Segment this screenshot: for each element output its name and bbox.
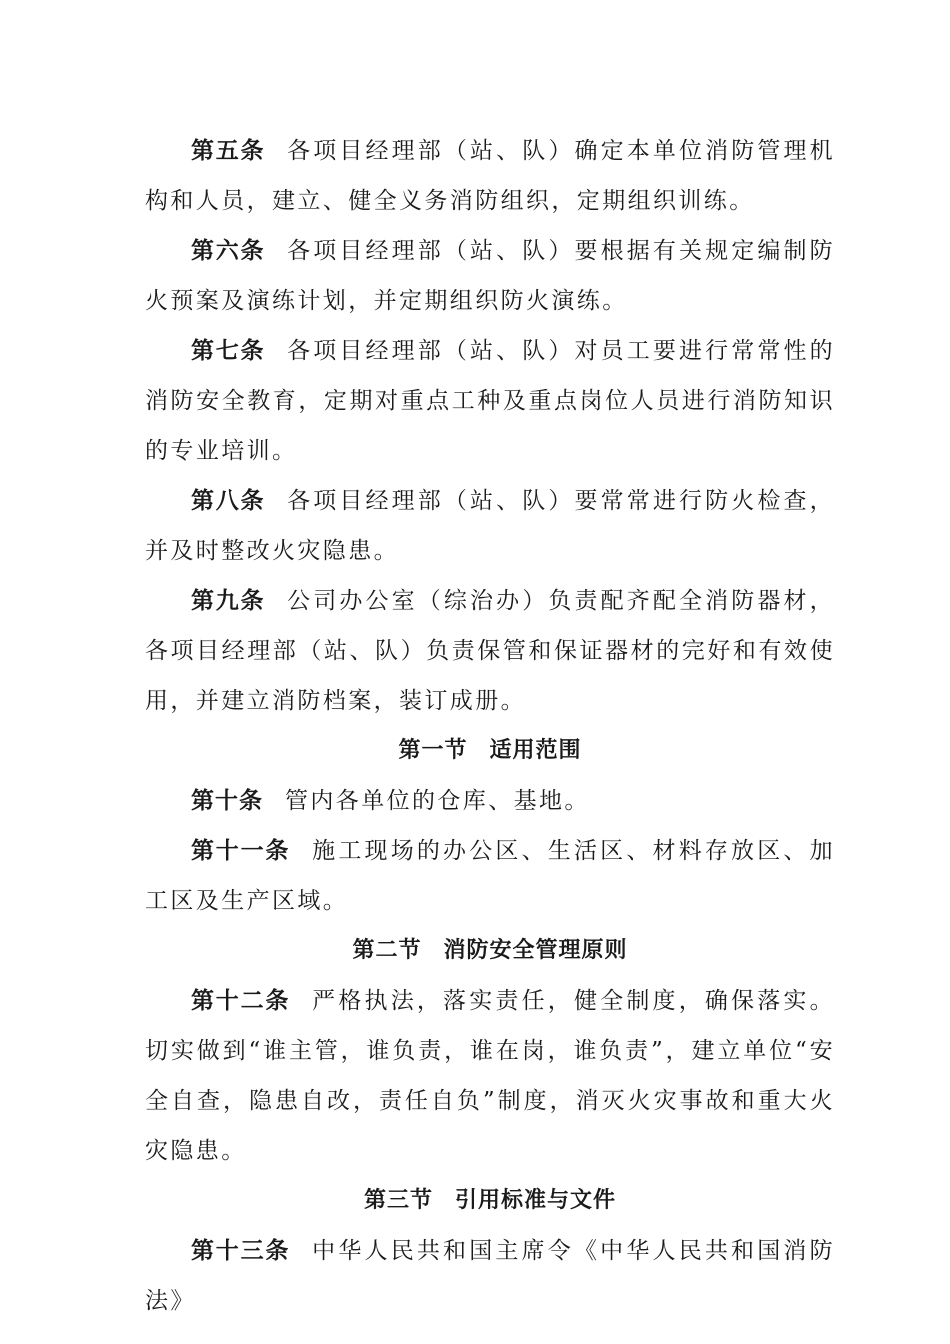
article-9: [145, 576, 835, 726]
section-heading-2: [145, 926, 835, 976]
section-number: 第一节: [398, 738, 468, 763]
article-text: 各项目经理部（站、队）对员工要进行常常性的消防安全教育，定期对重点工种及重点岗位人员进行消防知识的专业培训。: [145, 338, 836, 464]
article-11: [145, 826, 835, 926]
section-title: 引用标准与文件: [455, 1188, 617, 1213]
article-label: 第八条: [191, 488, 266, 514]
article-label: 第六条: [191, 238, 266, 264]
article-8: [145, 476, 835, 576]
article-13: [145, 1226, 835, 1326]
article-6: [145, 226, 835, 326]
article-label: 第十三条: [191, 1238, 291, 1264]
article-label: 第五条: [191, 138, 266, 164]
article-10: [145, 776, 835, 826]
section-heading-3: [145, 1176, 835, 1226]
section-number: 第三节: [363, 1188, 433, 1213]
article-label: 第十一条: [191, 838, 291, 864]
article-text: 中华人民共和国主席令《中华人民共和国消防法》: [145, 1238, 836, 1314]
article-label: 第十二条: [191, 988, 291, 1014]
article-text: 严格执法，落实责任，健全制度，确保落实。切实做到“谁主管，谁负责，谁在岗，谁负责”，建立单位“安全自查，隐患自改，责任自负”制度，消灭火灾事故和重大火灾隐患。: [145, 988, 836, 1164]
article-5: [145, 126, 835, 226]
article-text: 管内各单位的仓库、基地。: [285, 788, 590, 814]
article-text: 各项目经理部（站、队）要常常进行防火检查，并及时整改火灾隐患。: [145, 488, 836, 564]
article-7: [145, 326, 835, 476]
article-label: 第九条: [191, 588, 266, 614]
section-title: 消防安全管理原则: [443, 938, 628, 963]
article-text: 施工现场的办公区、生活区、材料存放区、加工区及生产区域。: [145, 838, 836, 914]
section-heading-1: [145, 726, 835, 776]
article-text: 各项目经理部（站、队）确定本单位消防管理机构和人员，建立、健全义务消防组织，定期组织训练。: [145, 138, 836, 214]
document-page: [145, 126, 835, 1326]
section-title: 适用范围: [489, 738, 582, 763]
article-text: 公司办公室（综治办）负责配齐配全消防器材，各项目经理部（站、队）负责保管和保证器材的完好和有效使用，并建立消防档案，装订成册。: [145, 588, 836, 714]
section-number: 第二节: [352, 938, 422, 963]
article-label: 第十条: [191, 788, 263, 814]
article-label: 第七条: [191, 338, 266, 364]
article-12: [145, 976, 835, 1176]
article-text: 各项目经理部（站、队）要根据有关规定编制防火预案及演练计划，并定期组织防火演练。: [145, 238, 836, 314]
